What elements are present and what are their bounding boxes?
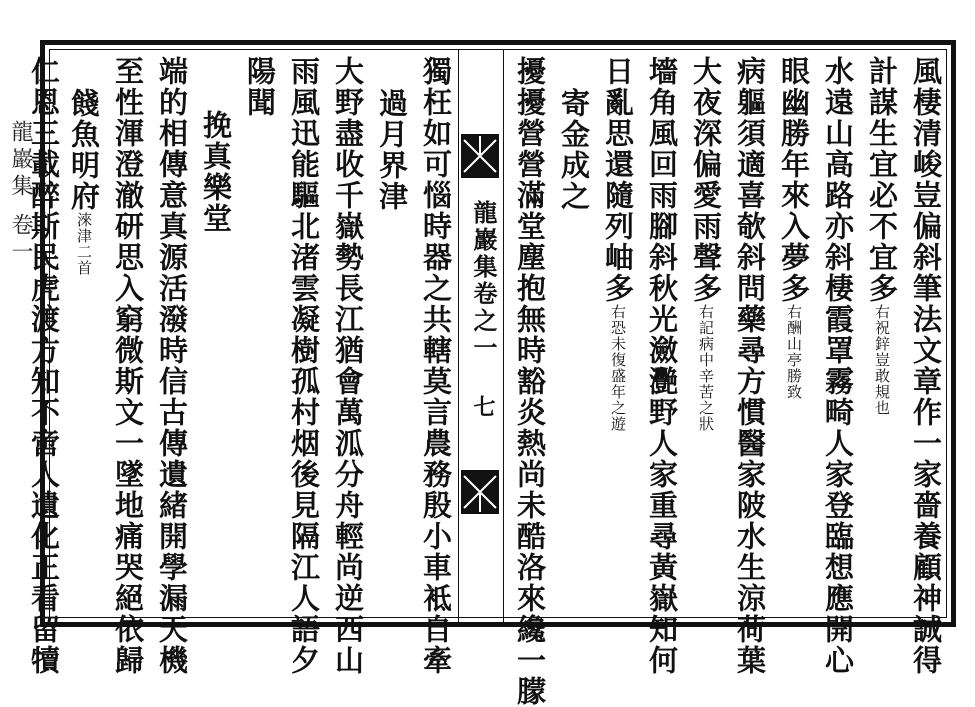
text-column-7: 墻角風回雨腳斜秋光瀲灧野人家重尋黃嶽知何 [645,56,679,676]
text-column-17: 端的相傳意真源活潑時信古傳遺緒開學漏天機 [155,56,189,676]
inner-border [27,49,947,707]
center-fold [458,50,504,627]
poem-title: 寄金成之 [557,88,591,212]
center-title: 龍巖集卷之一 [469,200,498,362]
poem-title: 過月界津 [375,88,409,212]
poem-title: 餞魚明府淶津二首 [67,88,101,276]
text-column-11: 獨枉如可惱時器之共轄莫言農務殷小車袛自牽 [419,56,453,676]
poem-title: 挽真樂堂 [199,110,233,234]
text-column-3: 水遠山高路亦斜棲霞罩霧畸人家登臨想應開心 [821,56,855,676]
annotation: 右祝鋅豈敢規也 [873,304,891,416]
text-column-15: 陽聞 [243,56,277,118]
text-column-2: 計謀生宜必不宜多右祝鋅豈敢規也 [865,56,899,416]
page-frame [27,40,956,707]
fishtail-top-icon [461,134,499,178]
text-column-20: 仁恩三載醉斯民虎渡方知不啻人遺化正看留犢 [27,56,61,676]
margin-title: 龍巖集 卷一 [8,120,33,267]
text-column-14: 雨風迅能驅北渚雲凝樹孤村烟後見隔江人語夕 [287,56,321,676]
text-column-6: 大夜深偏愛雨聲多右記病中辛苦之狀 [689,56,723,432]
fishtail-bottom-icon [461,470,499,514]
text-column-5: 病軀須適喜欹斜問藥尋方慣醫家陂水生涼荷葉 [733,56,767,676]
text-column-18: 至性渾澄澈研思入窮微斯文一墜地痛哭絕依歸 [111,56,145,676]
text-column-10: 擾擾營營滿堂塵抱無時豁炎熱尚未酷洛來纔一朦 [513,56,547,707]
annotation: 右記病中辛苦之狀 [697,304,715,432]
annotation: 右酬山亭勝致 [785,304,803,400]
annotation: 右恐未復盛年之遊 [609,304,627,432]
text-column-4: 眼幽勝年來入夢多右酬山亭勝致 [777,56,811,400]
text-column-1: 風棲清峻豈偏斜筆法文章作一家嗇養顧神誠得 [909,56,943,676]
text-column-13: 大野盡收千嶽勢長江猶會萬泒分舟輕尚逆西山 [331,56,365,676]
text-column-8: 日亂思還隨列岫多右恐未復盛年之遊 [601,56,635,432]
annotation: 淶津二首 [75,212,93,276]
center-page-number: 七 [470,395,496,417]
